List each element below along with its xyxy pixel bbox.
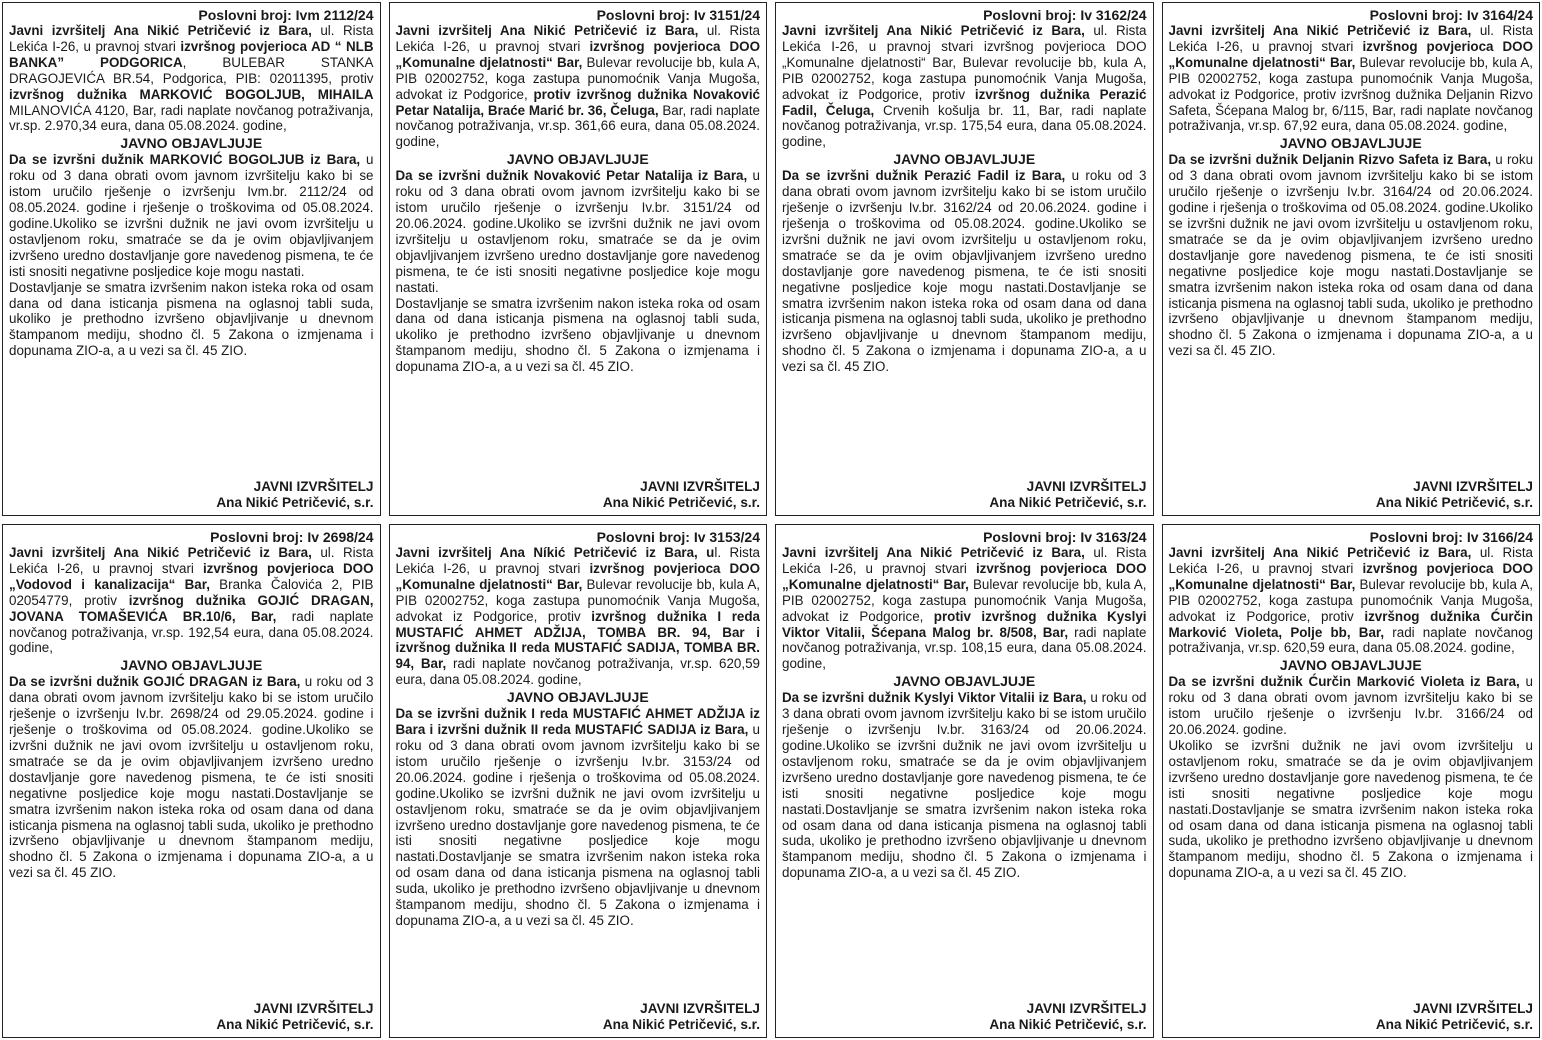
intro-segment: izvršnog povjerioca DOO „Komunalne djelatnosti“ Bar, [1168, 560, 1534, 592]
notice-body-continued: Dostavljanje se smatra izvršenim nakon isteka roka od osam dana od dana isticanja pismena na oglasnoj tabli suda, ukoliko je prethodno izvršeno objavljivanje u dnevnom štampanom mediju, shodno čl. 5 Zakona o izmjenama i dopunama ZIO-a, a u vezi sa čl. 45 ZIO. [395, 295, 760, 375]
body-segment: Da se izvršni dužnik Ćurčin Marković Violeta iz Bara, [1168, 674, 1520, 690]
spacer [1169, 881, 1534, 1001]
notice-grid [2, 2, 1540, 1038]
case-number: Poslovni broj: Iv 2698/24 [210, 529, 374, 545]
intro-segment: ul. Rista Lekića I-26, u pravnoj stvari [1168, 23, 1533, 54]
body-segment: Da se izvršni dužnik Novaković Petar Natalija iz Bara, [395, 168, 748, 184]
intro-segment: ul. Rista Lekića I-26, u pravnoj stvari izvršnog povjerioca DOO „Komunalne djelatnosti“ Bar, Bulevar revolucije bb, kula A, PIB 02002752, koga zastupa punomoćnik Vanja Mugoša, advokat iz Podgorice, protiv [782, 23, 1147, 102]
intro-segment: ul. Rista Lekića I-26, u pravnoj stvari [1168, 545, 1533, 576]
notice-intro [1169, 545, 1534, 656]
intro-segment: Bulevar revolucije bb, kula A, PIB 02002752, koga zastupa punomoćnik Vanja Mugoša, advokat iz Podgorice, protiv izvršnog dužnika Deljanin Rizvo Safeta, Šćepana Malog br, 6/115, Bar, radi naplate novčanog potraživanja, vr.sp. 67,92 eura, dana 05.08.2024. godine, [1168, 54, 1533, 134]
spacer [782, 881, 1147, 1001]
intro-segment: ul. Rista Lekića I-26, u pravnoj stvari [395, 23, 760, 54]
spacer [9, 881, 374, 1001]
notice-body [782, 168, 1147, 375]
body-segment: Da se izvršni dužnik GOJIĆ DRAGAN iz Bara, [9, 674, 301, 690]
intro-segment: MILANOVIĆA 4120, Bar, radi naplate novčanog potraživanja, vr.sp. 2.970,34 eura, dana 05.08.2024. godine, [9, 102, 374, 134]
notice-intro [396, 545, 761, 688]
intro-segment: izvršnog dužnika Perazić Fadil, Čeluga, [782, 86, 1147, 118]
body-segment: u roku od 3 dana obrati ovom javnom izvršitelju kako bi se istom uručilo rješenje o izvršenju Iv.br. 2698/24 od 29.05.2024. godine i rješenje o troškovima od 05.08.2024. godine.Ukoliko se izvršni dužnik ne javi ovom izvršitelju u ostavljenom roku, smatraće se da je ovim objavljivanjem izvršeno uredno dostavljanje gore navedenog pismena, te će isti snositi negativne posljedice koje mogu nastati.Dostavljanje se smatra izvršenim nakon isteka roka od osam dana od dana isticanja pismena na oglasnoj tabli suda, ukoliko je prethodno izvršeno objavljivanje u dnevnom štampanom mediju, shodno čl. 5 Zakona o izmjenama i dopunama ZIO-a, a u vezi sa čl. 45 ZIO. [9, 674, 374, 881]
intro-segment: Javni izvršitelj Ana Nikić Petričević iz Bara, [1168, 545, 1472, 560]
notice-1 [2, 2, 381, 516]
intro-segment: izvršnog povjerioca AD “ NLB BANKA” PODGORICA [9, 38, 374, 70]
intro-segment: izvršnog dužnika GOJIĆ DRAGAN, JOVANA TOMAŠEVIĆA BR.10/6, Bar, [9, 592, 374, 624]
intro-segment: izvršnog povjerioca DOO „Vodovod i kanalizacija“ Bar, [9, 560, 374, 592]
signature-name: Ana Nikić Petričević, s.r. [602, 1017, 760, 1032]
notice-body [782, 690, 1147, 881]
notice-3 [775, 2, 1154, 516]
body-segment: Da se izvršni dužnik Kyslyi Viktor Vitalii iz Bara, [782, 690, 1087, 706]
intro-segment: izvršnog povjerioca DOO „Komunalne djelatnosti“ Bar, [782, 560, 1147, 592]
notice-5 [2, 524, 381, 1038]
notice-heading: JAVNO OBJAVLJUJE [1279, 135, 1422, 152]
case-number: Poslovni broj: Iv 3162/24 [983, 7, 1147, 23]
body-segment: u roku od 3 dana obrati ovom javnom izvršitelju kako bi se istom uručilo rješenje o izvršenju Iv.br. 3163/24 od 20.06.2024. godine.Ukoliko se izvršni dužnik ne javi ovom izvršitelju u ostavljenom roku, smatraće se da je ovim objavljivanjem izvršeno uredno dostavljanje gore navedenog pismena, te će isti snositi negativne posljedice koje mogu nastati.Dostavljanje se smatra izvršenim nakon isteka roka od osam dana od dana isticanja pismena na oglasnoj tabli suda, ukoliko je prethodno izvršeno objavljivanje u dnevnom štampanom mediju, shodno čl. 5 Zakona o izmjenama i dopunama ZIO-a, a u vezi sa čl. 45 ZIO. [782, 690, 1147, 881]
intro-segment: Bar, radi naplate novčanog potraživanja, vr.sp. 361,66 eura, dana 05.08.2024. godine, [395, 102, 760, 150]
signature-title: JAVNI IZVRŠITELJ [1413, 479, 1533, 494]
intro-segment: l. Rista Lekića I-26, u pravnoj stvari [395, 545, 760, 576]
notice-6 [389, 524, 768, 1038]
case-number: Poslovni broj: Iv 3153/24 [596, 529, 760, 545]
intro-segment: Javni izvršitelj Ana Nikić Petričević iz Bara, [782, 23, 1085, 38]
notice-body [9, 152, 374, 279]
intro-segment: Crvenih košulja br. 11, Bar, radi naplate novčanog potraživanja, vr.sp. 175,54 eura, dana 05.08.2024. godine, [782, 102, 1147, 150]
body-segment: u roku od 3 dana obrati ovom javnom izvršitelju kako bi se istom uručilo rješenje o izvršenju Iv.br. 3162/24 od 20.06.2024. godine i rješenja o troškovima od 05.08.2024. godine.Ukoliko se izvršni dužnik ne javi ovom izvršitelju u ostavljenom roku, smatraće se da je ovim objavljivanjem izvršeno uredno dostavljanje gore navedenog pismena, te će isti snositi negativne posljedice koje mogu nastati.Dostavljanje se smatra izvršenim nakon isteka roka od osam dana od dana isticanja pismena na oglasnoj tabli suda, ukoliko je prethodno izvršeno objavljivanje u dnevnom štampanom mediju, shodno čl. 5 Zakona o izmjenama i dopunama ZIO-a, a u vezi sa čl. 45 ZIO. [782, 168, 1147, 375]
intro-segment: Javni izvršitelj Ana Nikić Petričević iz Bara, [782, 545, 1085, 560]
notice-heading: JAVNO OBJAVLJUJE [1279, 657, 1422, 674]
intro-segment: Javni izvršitelj Ana Nikić Petričević iz Bara, [9, 545, 312, 560]
intro-segment: Javni izvršitelj Ana Nikić Petričević iz Bara, [395, 23, 699, 38]
notice-heading: JAVNO OBJAVLJUJE [120, 657, 263, 674]
intro-segment: Javni izvršitelj Ana Nikić Petričević iz Bara, [1168, 23, 1472, 38]
intro-segment: ul. Rista Lekića I-26, u pravnoj stvari [782, 545, 1147, 576]
notice-body-continued: Ukoliko se izvršni dužnik ne javi ovom izvršitelju u ostavljenom roku, smatraće se da je ovim objavljivanjem izvršeno uredno dostavljanje gore navedenog pismena, te će isti snositi negativne posljedice koje mogu nastati.Dostavljanje se smatra izvršenim nakon isteka roka od osam dana od dana isticanja pismena na oglasnoj tabli suda, ukoliko je prethodno izvršeno objavljivanje u dnevnom štampanom mediju, shodno čl. 5 Zakona o izmjenama i dopunama ZIO-a, a u vezi sa čl. 45 ZIO. [1168, 737, 1533, 881]
intro-segment: radi naplate novčanog potraživanja, vr.sp. 192,54 eura, dana 05.08.2024. godine, [9, 608, 374, 656]
notice-heading: JAVNO OBJAVLJUJE [120, 135, 263, 152]
notice-intro [1169, 23, 1534, 134]
case-number: Poslovni broj: Iv 3151/24 [596, 7, 760, 23]
case-number: Poslovni broj: Iv 3164/24 [1369, 7, 1533, 23]
case-number: Poslovni broj: Ivm 2112/24 [198, 7, 374, 23]
notice-intro [9, 545, 374, 656]
signature-name: Ana Nikić Petričević, s.r. [989, 495, 1147, 510]
notice-body [396, 706, 761, 929]
notice-body-continued: Dostavljanje se smatra izvršenim nakon isteka roka od osam dana od dana isticanja pismena na oglasnoj tabli suda, ukoliko je prethodno izvršeno objavljivanje u dnevnom štampanom mediju, shodno čl. 5 Zakona o izmjenama i dopunama ZIO-a, a u vezi sa čl. 45 ZIO. [9, 279, 374, 359]
spacer [9, 359, 374, 479]
body-segment: Da se izvršni dužnik I reda MUSTAFIĆ AHMET ADŽIJA iz Bara i izvršni dužnik II reda MUSTAFIĆ SADIJA iz Bara, [395, 706, 760, 738]
spacer [782, 375, 1147, 479]
intro-segment: protiv izvršnog dužnika Novaković Petar Natalija, Braće Marić br. 36, Čeluga, [395, 86, 760, 118]
notice-intro [9, 23, 374, 134]
intro-segment: izvršnog povjerioca DOO „Komunalne djelatnosti“ Bar, [395, 38, 761, 70]
intro-segment: Branka Čalovića 2, PIB 02054779, protiv [9, 576, 374, 608]
notice-intro [782, 545, 1147, 672]
signature-title: JAVNI IZVRŠITELJ [253, 1001, 374, 1016]
notice-7 [775, 524, 1154, 1038]
notice-intro [782, 23, 1147, 150]
body-segment: u roku od 3 dana obrati ovom javnom izvršitelju kako bi se istom uručilo rješenje o izvršenju Iv.br. 3164/24 od 20.06.2024. godine i rješenja o troškovima od 05.08.2024. godine.Ukoliko se izvršni dužnik ne javi ovom izvršitelju u ostavljenom roku, smatraće se da je ovim objavljivanjem izvršeno uredno dostavljanje gore navedenog pismena, te će isti snositi negativne posljedice koje mogu nastati.Dostavljanje se smatra izvršenim nakon isteka roka od osam dana od dana isticanja pismena na oglasnoj tabli suda, ukoliko je prethodno izvršeno objavljivanje u dnevnom štampanom mediju, shodno čl. 5 Zakona o izmjenama i dopunama ZIO-a, a u vezi sa čl. 45 ZIO. [1168, 152, 1534, 359]
intro-segment: izvršnog dužnika Ćurčin Marković Violeta, Polje bb, Bar, [1168, 608, 1533, 640]
case-number: Poslovni broj: Iv 3166/24 [1369, 529, 1533, 545]
signature-title: JAVNI IZVRŠITELJ [1413, 1001, 1533, 1016]
body-segment: Da se izvršni dužnik MARKOVIĆ BOGOLJUB iz Bara, [9, 152, 361, 168]
signature-name: Ana Nikić Petričević, s.r. [216, 495, 374, 510]
notice-heading: JAVNO OBJAVLJUJE [506, 689, 649, 706]
signature-title: JAVNI IZVRŠITELJ [640, 1001, 760, 1016]
signature-name: Ana Nikić Petričević, s.r. [1375, 495, 1533, 510]
intro-segment: Bulevar revolucije bb, kula A, PIB 02002752, koga zastupa punomoćnik Vanja Mugoša, advokat iz Podgorice, protiv [395, 576, 760, 624]
intro-segment: Bulevar revolucije bb, kula A, PIB 02002752, koga zastupa punomoćnik Vanja Mugoša, advokat iz Podgorice, [395, 54, 760, 102]
body-segment: u roku od 3 dana obrati ovom javnom izvršitelju kako bi se istom uručilo rješenje o izvršenju Iv.br. 3153/24 od 20.06.2024. godine i rješenja o troškovima od 05.08.2024. godine.Ukoliko se izvršni dužnik ne javi ovom izvršitelju u ostavljenom roku, smatraće se da je ovim objavljivanjem izvršeno uredno dostavljanje gore navedenog pismena, te će isti snositi negativne posljedice koje mogu nastati.Dostavljanje se smatra izvršenim nakon isteka roka od osam dana od dana isticanja pismena na oglasnoj tabli suda, ukoliko je prethodno izvršeno objavljivanje u dnevnom štampanom mediju, shodno čl. 5 Zakona o izmjenama i dopunama ZIO-a, a u vezi sa čl. 45 ZIO. [395, 722, 761, 928]
signature-name: Ana Nikić Petričević, s.r. [602, 495, 760, 510]
body-segment: Da se izvršni dužnik Perazić Fadil iz Bara, [782, 168, 1066, 184]
signature-title: JAVNI IZVRŠITELJ [253, 479, 374, 494]
spacer [396, 375, 761, 479]
signature-name: Ana Nikić Petričević, s.r. [1375, 1017, 1533, 1032]
notice-body [396, 168, 761, 295]
intro-segment: izvršnog povjerioca DOO „Komunalne djelatnosti“ Bar, [1168, 38, 1534, 70]
signature-title: JAVNI IZVRŠITELJ [1026, 479, 1147, 494]
intro-segment: radi naplate novčanog potraživanja, vr.sp. 620,59 eura, dana 05.08.2024. godine, [1168, 624, 1533, 656]
body-segment: u roku od 3 dana obrati ovom javnom izvršitelju kako bi se istom uručilo rješenje o izvršenju Iv.br. 3151/24 od 20.06.2024. godine.Ukoliko se izvršni dužnik ne javi ovom izvršitelju u ostavljenom roku, smatraće se da je ovim objavljivanjem izvršeno uredno dostavljanje gore navedenog pismena, te će isti snositi negativne posljedice koje mogu nastati. [395, 168, 761, 295]
spacer [396, 929, 761, 1001]
notice-body [1169, 152, 1534, 359]
intro-segment: Bulevar revolucije bb, kula A, PIB 02002752, koga zastupa punomoćnik Vanja Mugoša, advokat iz Podgorice, protiv [1168, 576, 1533, 624]
intro-segment: Javni izvršitelj Ana Níkić Petričević iz Bara, u [395, 545, 715, 560]
body-segment: u roku od 3 dana obrati ovom javnom izvršitelju kako bi se istom uručilo rješenje o izvršenju Ivm.br. 2112/24 od 08.05.2024. godine i rješenje o troškovima od 05.08.2024. godine.Ukoliko se izvršni dužnik ne javi ovom izvršitelju u ostavljenom roku, smatraće se da je ovim objavljivanjem izvršeno uredno dostavljanje gore navedenog pismena, te će isti snositi negativne posljedice koje mogu nastati. [9, 152, 374, 279]
intro-segment: protiv izvršnog dužnika Kyslyi Viktor Vitalii, Šćepana Malog br. 8/508, Bar, [782, 608, 1147, 640]
intro-segment: radi naplate novčanog potraživanja, vr.sp. 108,15 eura, dana 05.08.2024. godine, [782, 624, 1147, 672]
notice-heading: JAVNO OBJAVLJUJE [893, 673, 1036, 690]
notice-4 [1162, 2, 1541, 516]
case-number: Poslovni broj: Iv 3163/24 [983, 529, 1147, 545]
spacer [1169, 359, 1534, 479]
intro-segment: izvršnog dužnika I reda MUSTAFIĆ AHMET ADŽIJA, TOMBA BR. 94, Bar i izvršnog dužnika II reda MUSTAFIĆ SADIJA, TOMBA BR. 94, Bar, [395, 608, 760, 672]
intro-segment: izvršnog dužnika MARKOVIĆ BOGOLJUB, MIHAILA [9, 86, 374, 102]
intro-segment: , BULEBAR STANKA DRAGOJEVIĆA BR.54, Podgorica, PIB: 02011395, protiv [9, 54, 374, 86]
signature-name: Ana Nikić Petričević, s.r. [216, 1017, 374, 1032]
intro-segment: ul. Rista Lekića I-26, u pravnoj stvari [9, 545, 374, 576]
notice-2 [389, 2, 768, 516]
intro-segment: Bulevar revolucije bb, kula A, PIB 02002752, koga zastupa punomoćnik Vanja Mugoša, advokat iz Podgorice, [782, 576, 1147, 624]
intro-segment: radi naplate novčanog potraživanja, vr.sp. 620,59 eura, dana 05.08.2024. godine, [395, 656, 760, 688]
signature-name: Ana Nikić Petričević, s.r. [989, 1017, 1147, 1032]
body-segment: Da se izvršni dužnik Deljanin Rizvo Safeta iz Bara, [1168, 152, 1492, 168]
notice-8 [1162, 524, 1541, 1038]
signature-title: JAVNI IZVRŠITELJ [1026, 1001, 1147, 1016]
body-segment: u roku od 3 dana obrati ovom javnom izvršitelju kako bi se istom uručilo rješenje o izvršenju Iv.br. 3166/24 od 20.06.2024. godine. [1168, 674, 1533, 738]
notice-body [9, 674, 374, 881]
signature-title: JAVNI IZVRŠITELJ [640, 479, 760, 494]
notice-body [1169, 674, 1534, 738]
intro-segment: Javni izvršitelj Ana Nikić Petričević iz Bara, [9, 23, 312, 38]
intro-segment: izvršnog povjerioca DOO „Komunalne djelatnosti“ Bar, [395, 560, 761, 592]
intro-segment: ul. Rista Lekića I-26, u pravnoj stvari [9, 23, 374, 54]
notice-heading: JAVNO OBJAVLJUJE [506, 151, 649, 168]
notice-intro [396, 23, 761, 150]
notice-heading: JAVNO OBJAVLJUJE [893, 151, 1036, 168]
